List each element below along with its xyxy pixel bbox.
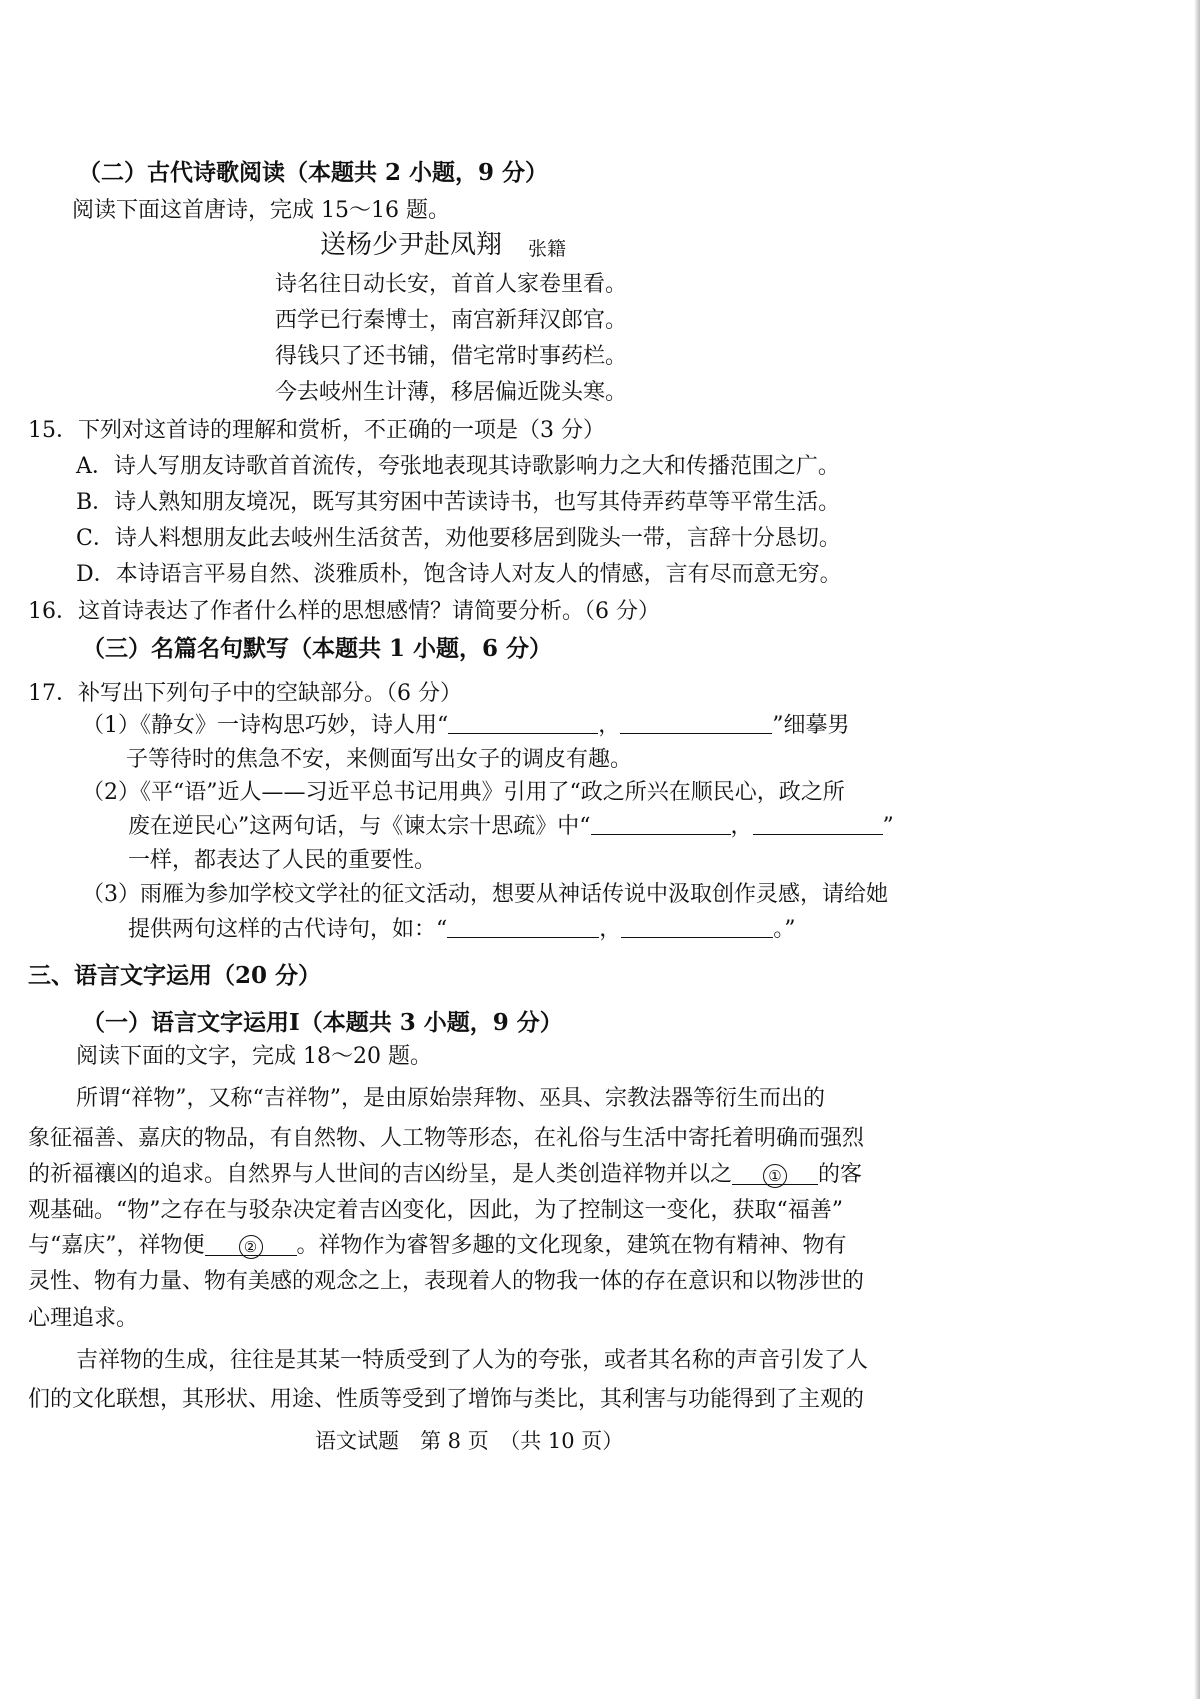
comma: ， [599, 917, 622, 942]
section-title-language-use-1: （一）语言文字运用Ⅰ（本题共 3 小题，9 分） [82, 1009, 563, 1036]
answer-blank-1[interactable] [732, 1162, 818, 1185]
question-15-option-c: C．诗人料想朋友此去岐州生活贫苦，劝他要移居到陇头一带，言辞十分恳切。 [76, 526, 841, 551]
answer-blank[interactable] [753, 812, 883, 835]
question-15-stem: 15．下列对这首诗的理解和赏析，不正确的一项是（3 分） [28, 418, 605, 443]
passage-line: 所谓“祥物”，又称“吉祥物”，是由原始崇拜物、巫具、宗教法器等衍生而出的 [76, 1086, 825, 1111]
passage-line: 灵性、物有力量、物有美感的观念之上，表现着人的物我一体的存在意识和以物涉世的 [28, 1269, 865, 1294]
poem-line: 西学已行秦博士，南宫新拜汉郎官。 [275, 308, 628, 333]
passage-text: 的祈福禳凶的追求。自然界与人世间的吉凶纷呈，是人类创造祥物并以之 [28, 1162, 733, 1187]
passage-text: 。祥物作为睿智多趣的文化现象，建筑在物有精神、物有 [296, 1233, 847, 1258]
blank-number-2: ② [239, 1235, 263, 1259]
question-17-part-1 [82, 711, 850, 741]
question-17-part-3: （3）雨雁为参加学校文学社的征文活动，想要从神话传说中汲取创作灵感，请给她 [82, 882, 888, 907]
answer-blank[interactable] [591, 812, 731, 835]
comma: ， [598, 713, 621, 738]
q17-3-text-end: 。” [773, 917, 796, 942]
comma: ， [730, 814, 753, 839]
poem-title: 送杨少尹赴凤翔 [320, 230, 503, 260]
poem-line: 诗名往日动长安，首首人家卷里看。 [275, 272, 628, 297]
poem-author: 张籍 [528, 238, 567, 260]
answer-blank[interactable] [448, 711, 598, 734]
passage-line [28, 1160, 862, 1190]
passage-text: 的客 [818, 1162, 863, 1187]
question-15-option-b: B．诗人熟知朋友境况，既写其穷困中苦读诗书，也写其侍弄药草等平常生活。 [76, 490, 841, 515]
q17-1-text: （1）《静女》一诗构思巧妙，诗人用“ [82, 713, 449, 738]
passage-line: 象征福善、嘉庆的物品，有自然物、人工物等形态，在礼俗与生活中寄托着明确而强烈 [28, 1126, 865, 1151]
passage-line [28, 1231, 847, 1261]
question-15-option-d: D．本诗语言平易自然、淡雅质朴，饱含诗人对友人的情感，言有尽而意无穷。 [76, 562, 842, 587]
question-17-part-1-cont: 子等待时的焦急不安，来侧面写出女子的调皮有趣。 [126, 747, 633, 772]
q17-2-text: 废在逆民心”这两句话，与《谏太宗十思疏》中“ [128, 814, 591, 839]
passage-line: 们的文化联想，其形状、用途、性质等受到了增饰与类比，其利害与功能得到了主观的 [28, 1387, 865, 1412]
poem-line: 得钱只了还书铺，借宅常时事药栏。 [275, 344, 628, 369]
poem-line: 今去岐州生计薄，移居偏近陇头寒。 [275, 380, 628, 405]
question-17-part-2-cont [128, 812, 894, 842]
passage-line: 吉祥物的生成，往往是其某一特质受到了人为的夸张，或者其名称的声音引发了人 [76, 1348, 869, 1373]
question-17-part-2-end: 一样，都表达了人民的重要性。 [128, 848, 437, 873]
question-17-part-3-cont [128, 915, 796, 945]
q17-2-text-end: ” [882, 814, 894, 839]
passage-line: 心理追求。 [28, 1306, 139, 1331]
question-16-stem: 16．这首诗表达了作者什么样的思想感情？请简要分析。（6 分） [28, 599, 660, 624]
passage-line: 观基础。“物”之存在与驳杂决定着吉凶变化，因此，为了控制这一变化，获取“福善” [28, 1198, 843, 1223]
q17-3-text: 提供两句这样的古代诗句，如：“ [128, 917, 448, 942]
page-footer: 语文试题 第 8 页 （共 10 页） [315, 1429, 624, 1453]
answer-blank[interactable] [447, 915, 599, 938]
question-17-part-2: （2）《平“语”近人——习近平总书记用典》引用了“政之所兴在顺民心，政之所 [82, 780, 845, 805]
section-title-poetry: （二）古代诗歌阅读（本题共 2 小题，9 分） [78, 159, 549, 186]
answer-blank-2[interactable] [205, 1233, 297, 1256]
answer-blank[interactable] [620, 711, 772, 734]
part-title-language-use: 三、语言文字运用（20 分） [28, 962, 322, 989]
passage-text: 与“嘉庆”，祥物便 [28, 1233, 205, 1258]
question-17-stem: 17．补写出下列句子中的空缺部分。（6 分） [28, 681, 462, 706]
answer-blank[interactable] [621, 915, 773, 938]
poetry-instruction: 阅读下面这首唐诗，完成 15～16 题。 [72, 198, 450, 223]
q17-1-text-end: ”细摹男 [772, 713, 850, 738]
blank-number-1: ① [763, 1164, 787, 1188]
passage-instruction: 阅读下面的文字，完成 18～20 题。 [76, 1044, 432, 1069]
section-title-recitation: （三）名篇名句默写（本题共 1 小题，6 分） [82, 635, 553, 662]
question-15-option-a: A．诗人写朋友诗歌首首流传，夸张地表现其诗歌影响力之大和传播范围之广。 [76, 454, 840, 479]
scan-edge [1194, 0, 1200, 1699]
